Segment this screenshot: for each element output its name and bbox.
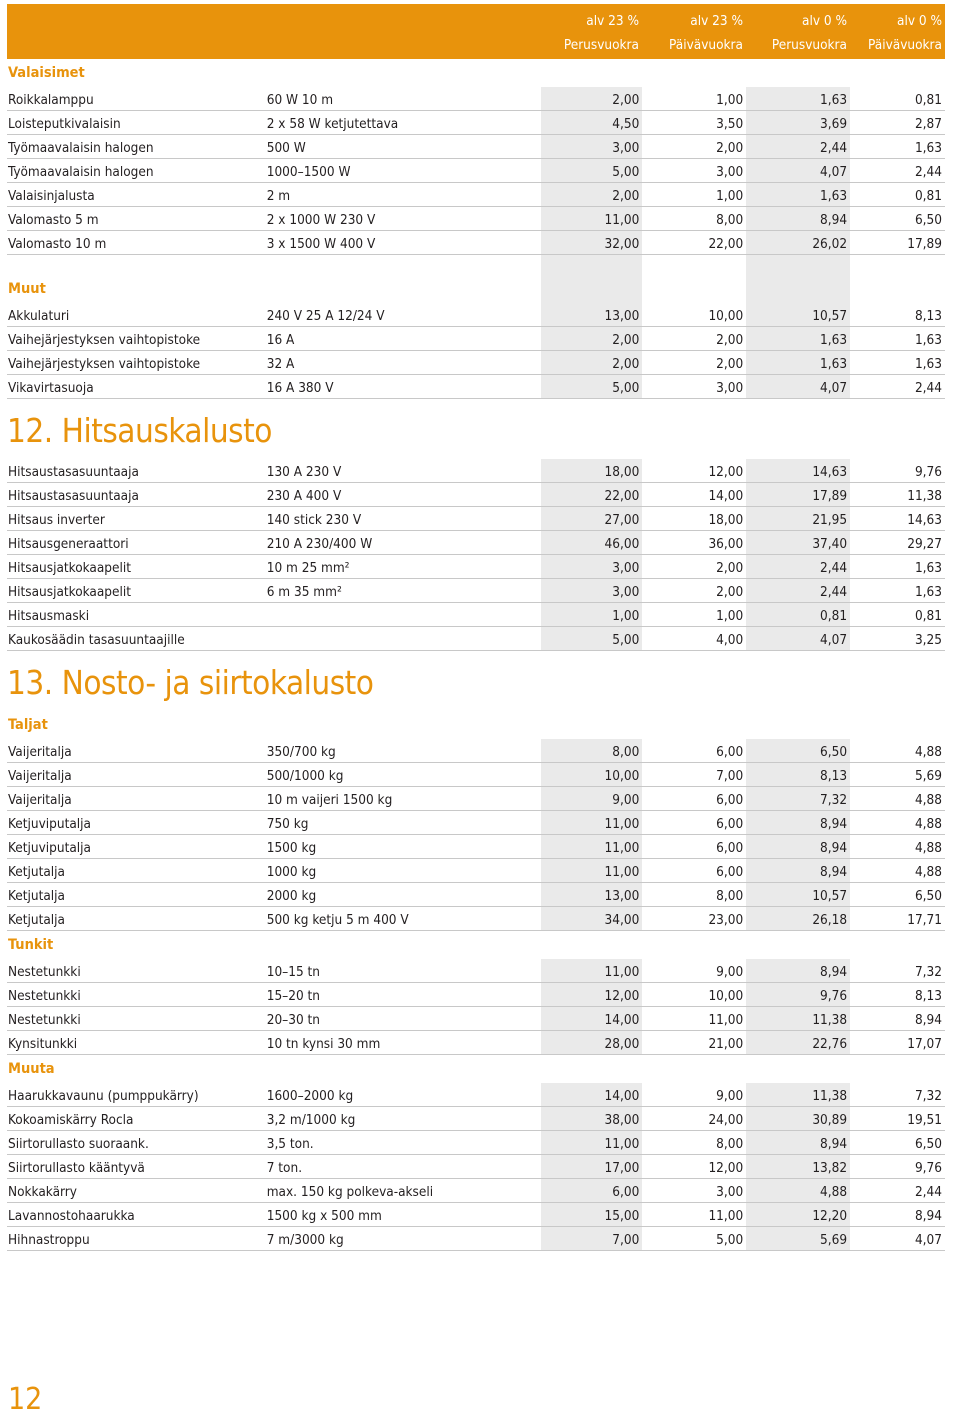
item-spec: 500 W [266,140,306,156]
price-23-day: 3,50 [716,116,744,132]
item-name: Valomasto 5 m [8,212,99,228]
table-row [7,207,945,231]
item-name: Roikkalamppu [8,92,94,108]
item-name: Kynsitunkki [8,1036,78,1052]
price-23-base: 5,00 [612,164,640,180]
table-row [7,159,945,183]
item-spec: 240 V 25 A 12/24 V [266,308,385,324]
item-spec [267,603,542,626]
item-name: Hitsausmaski [8,608,90,624]
table-row [7,135,945,159]
price-0-base: 10,57 [812,888,848,904]
table-row [7,1203,945,1227]
item-spec: 10 m 25 mm² [266,560,350,576]
item-name: Ketjutalja [8,864,65,880]
item-spec: 2 m [266,188,291,204]
table-row [7,603,945,627]
price-0-base: 14,63 [812,464,848,480]
price-23-base: 11,00 [604,1136,640,1152]
price-0-day: 8,13 [914,988,942,1004]
item-name: Hihnastroppu [8,1232,90,1248]
price-0-base: 1,63 [820,356,848,372]
price-23-day: 8,00 [716,1136,744,1152]
item-spec: 32 A [266,356,295,372]
price-0-day: 4,88 [914,744,942,760]
item-name: Nestetunkki [8,988,81,1004]
price-0-base: 9,76 [820,988,848,1004]
item-spec: 230 A 400 V [266,488,342,504]
price-23-day: 6,00 [716,816,744,832]
item-name: Vaijeritalja [8,744,72,760]
item-spec: 60 W 10 m [266,92,334,108]
table-row [7,1155,945,1179]
price-23-day: 1,00 [716,188,744,204]
price-23-day: 2,00 [716,140,744,156]
price-0-base: 2,44 [820,140,848,156]
price-23-day: 1,00 [716,608,744,624]
item-spec: 2000 kg [266,888,317,904]
item-name: Hitsaustasasuuntaaja [8,488,139,504]
item-spec: 10–15 tn [266,964,321,980]
price-23-base: 7,00 [612,1232,640,1248]
item-spec: 10 tn kynsi 30 mm [266,1036,381,1052]
price-23-day: 12,00 [708,1160,744,1176]
price-0-day: 6,50 [914,888,942,904]
price-0-day: 1,63 [914,584,942,600]
price-23-base: 2,00 [612,332,640,348]
table-group [7,959,945,1055]
price-23-base: 5,00 [612,380,640,396]
price-23-base: 46,00 [604,536,640,552]
table-row [7,303,945,327]
price-0-day: 7,32 [914,964,942,980]
table-row [7,183,945,207]
price-0-day: 7,32 [914,1088,942,1104]
price-0-base: 4,07 [820,380,848,396]
item-name: Nokkakärry [8,1184,77,1200]
price-0-day: 0,81 [914,188,942,204]
table-group [7,303,945,399]
price-0-base: 10,57 [812,308,848,324]
price-0-day: 6,50 [914,1136,942,1152]
item-spec: 2 x 1000 W 230 V [266,212,376,228]
price-0-day: 2,87 [914,116,942,132]
table-row [7,231,945,255]
price-23-base: 13,00 [604,888,640,904]
price-0-day: 19,51 [907,1112,942,1128]
price-0-base: 22,76 [812,1036,848,1052]
price-23-base: 11,00 [604,964,640,980]
item-name: Hitsaus inverter [8,512,105,528]
price-0-day: 2,44 [914,380,942,396]
price-0-day: 14,63 [907,512,942,528]
item-name: Ketjutalja [8,912,65,928]
price-0-day: 4,88 [914,840,942,856]
price-0-day: 11,38 [907,488,942,504]
price-0-base: 26,02 [812,236,848,252]
item-spec: 140 stick 230 V [266,512,362,528]
price-23-day: 1,00 [716,92,744,108]
price-0-base: 8,94 [820,964,848,980]
price-0-base: 1,63 [820,92,848,108]
price-0-base: 5,69 [820,1232,848,1248]
item-name: Hitsausjatkokaapelit [8,560,132,576]
price-0-base: 3,69 [820,116,848,132]
table-row [7,959,945,983]
price-0-base: 7,32 [820,792,848,808]
price-0-base: 8,13 [820,768,848,784]
item-name: Nestetunkki [8,964,81,980]
price-23-base: 10,00 [604,768,640,784]
price-0-base: 13,82 [812,1160,848,1176]
price-23-day: 3,00 [716,164,744,180]
price-23-day: 3,00 [716,380,744,396]
price-23-base: 3,00 [612,140,640,156]
price-23-base: 2,00 [612,356,640,372]
table-row [7,1031,945,1055]
price-0-day: 2,44 [914,1184,942,1200]
price-23-base: 8,00 [612,744,640,760]
item-name: Vaijeritalja [8,768,72,784]
price-0-base: 8,94 [820,864,848,880]
price-0-day: 5,69 [914,768,942,784]
item-spec: 350/700 kg [266,744,336,760]
price-0-base: 2,44 [820,560,848,576]
price-0-day: 8,13 [914,308,942,324]
item-name: Hitsausjatkokaapelit [8,584,132,600]
price-23-base: 6,00 [612,1184,640,1200]
price-0-day: 8,94 [914,1012,942,1028]
price-0-day: 2,44 [914,164,942,180]
table-group [7,1083,945,1251]
price-23-base: 11,00 [604,212,640,228]
price-23-day: 22,00 [708,236,744,252]
price-23-day: 2,00 [716,332,744,348]
price-23-day: 6,00 [716,744,744,760]
table-row [7,763,945,787]
price-23-base: 14,00 [604,1012,640,1028]
table-row [7,859,945,883]
price-0-base: 0,81 [820,608,848,624]
section-title: Taljat [8,717,48,733]
price-23-day: 9,00 [716,1088,744,1104]
item-name: Hitsausgeneraattori [8,536,129,552]
item-spec: 1500 kg x 500 mm [266,1208,382,1224]
item-name: Loisteputkivalaisin [8,116,121,132]
price-23-day: 18,00 [708,512,744,528]
item-spec: 7 m/3000 kg [266,1232,344,1248]
price-23-base: 11,00 [604,864,640,880]
item-spec: 2 x 58 W ketjutettava [266,116,399,132]
table-row [7,1131,945,1155]
price-0-day: 4,88 [914,816,942,832]
table-row [7,1007,945,1031]
price-0-day: 3,25 [914,632,942,648]
table-group [7,87,945,255]
item-spec: 16 A 380 V [266,380,334,396]
table-row [7,507,945,531]
item-spec: 500 kg ketju 5 m 400 V [266,912,409,928]
table-row [7,375,945,399]
price-23-day: 6,00 [716,792,744,808]
price-23-day: 4,00 [716,632,744,648]
price-23-base: 27,00 [604,512,640,528]
price-23-day: 5,00 [716,1232,744,1248]
price-23-day: 12,00 [708,464,744,480]
table-row [7,907,945,931]
price-23-day: 11,00 [708,1208,744,1224]
price-23-base: 2,00 [612,92,640,108]
table-row [7,555,945,579]
price-0-base: 11,38 [812,1088,848,1104]
price-0-day: 0,81 [914,92,942,108]
table-row [7,111,945,135]
price-23-base: 1,00 [612,608,640,624]
item-spec: 210 A 230/400 W [266,536,373,552]
price-23-base: 14,00 [604,1088,640,1104]
price-23-day: 9,00 [716,964,744,980]
item-spec [267,627,542,650]
price-0-day: 29,27 [907,536,942,552]
chapter-heading: 13. Nosto- ja siirtokalusto [7,663,374,702]
price-23-day: 10,00 [708,988,744,1004]
price-23-day: 11,00 [708,1012,744,1028]
price-23-base: 18,00 [604,464,640,480]
price-23-day: 6,00 [716,864,744,880]
item-spec: 500/1000 kg [266,768,344,784]
table-row [7,1227,945,1251]
price-0-base: 8,94 [820,816,848,832]
item-spec: 6 m 35 mm² [266,584,342,600]
price-23-base: 12,00 [604,988,640,1004]
price-list-page [7,4,945,1251]
section-title: Valaisimet [8,65,85,81]
table-row [7,459,945,483]
price-0-day: 4,07 [914,1232,942,1248]
price-0-base: 11,38 [812,1012,848,1028]
item-name: Siirtorullasto suoraank. [8,1136,149,1152]
item-spec: 1000–1500 W [266,164,351,180]
price-0-base: 6,50 [820,744,848,760]
col-header-1: alv 23 % Perusvuokra [563,13,639,53]
item-name: Ketjutalja [8,888,65,904]
item-spec: 130 A 230 V [266,464,342,480]
section-title: Muuta [8,1061,55,1077]
price-0-base: 37,40 [812,536,848,552]
price-table [7,59,945,1251]
price-23-base: 3,00 [612,584,640,600]
chapter-heading: 12. Hitsauskalusto [7,411,272,450]
price-0-base: 8,94 [820,840,848,856]
table-row [7,531,945,555]
price-23-day: 10,00 [708,308,744,324]
table-row [7,1179,945,1203]
table-row [7,835,945,859]
table-row [7,87,945,111]
item-name: Kaukosäädin tasasuuntaajille [8,632,185,648]
section-title: Tunkit [8,937,54,953]
price-0-day: 4,88 [914,864,942,880]
price-23-base: 2,00 [612,188,640,204]
price-23-base: 32,00 [604,236,640,252]
price-0-base: 8,94 [820,1136,848,1152]
price-23-day: 8,00 [716,212,744,228]
price-23-base: 38,00 [604,1112,640,1128]
price-0-base: 26,18 [812,912,848,928]
price-23-base: 15,00 [604,1208,640,1224]
page-number: 12 [8,1382,43,1417]
price-23-day: 8,00 [716,888,744,904]
price-23-day: 14,00 [708,488,744,504]
table-group [7,739,945,931]
price-0-day: 17,07 [907,1036,942,1052]
table-row [7,1107,945,1131]
price-0-base: 2,44 [820,584,848,600]
price-23-day: 6,00 [716,840,744,856]
price-0-day: 4,88 [914,792,942,808]
col-header-2: alv 23 % Päivävuokra [669,13,743,53]
price-0-base: 4,07 [820,632,848,648]
item-spec: 20–30 tn [266,1012,321,1028]
price-23-base: 11,00 [604,840,640,856]
price-23-day: 2,00 [716,356,744,372]
item-spec: 1000 kg [266,864,317,880]
item-name: Vaihejärjestyksen vaihtopistoke [8,332,201,348]
price-0-day: 1,63 [914,560,942,576]
table-row [7,627,945,651]
price-0-base: 12,20 [812,1208,848,1224]
table-row [7,787,945,811]
item-spec: 1600–2000 kg [266,1088,354,1104]
price-23-day: 23,00 [708,912,744,928]
price-0-day: 6,50 [914,212,942,228]
price-0-day: 1,63 [914,140,942,156]
table-row [7,327,945,351]
column-header-bar [7,4,945,59]
price-0-day: 17,71 [907,912,942,928]
item-name: Akkulaturi [8,308,70,324]
price-0-day: 0,81 [914,608,942,624]
table-row [7,883,945,907]
price-23-day: 2,00 [716,584,744,600]
item-name: Valaisinjalusta [8,188,95,204]
item-spec: 16 A [266,332,295,348]
item-spec: 3 x 1500 W 400 V [266,236,376,252]
item-spec: 750 kg [266,816,309,832]
item-name: Vaijeritalja [8,792,72,808]
table-row [7,483,945,507]
price-23-base: 3,00 [612,560,640,576]
item-name: Hitsaustasasuuntaaja [8,464,139,480]
price-0-base: 1,63 [820,332,848,348]
price-23-day: 3,00 [716,1184,744,1200]
price-0-base: 30,89 [812,1112,848,1128]
item-name: Työmaavalaisin halogen [8,164,154,180]
item-name: Lavannostohaarukka [8,1208,135,1224]
price-0-day: 9,76 [914,464,942,480]
item-name: Vikavirtasuoja [8,380,94,396]
price-23-base: 17,00 [604,1160,640,1176]
price-0-base: 17,89 [812,488,848,504]
item-spec: 7 ton. [266,1160,303,1176]
price-23-day: 21,00 [708,1036,744,1052]
item-name: Ketjuviputalja [8,816,91,832]
price-0-base: 4,07 [820,164,848,180]
price-23-base: 9,00 [612,792,640,808]
table-row [7,739,945,763]
price-23-day: 36,00 [708,536,744,552]
table-row [7,983,945,1007]
price-0-base: 1,63 [820,188,848,204]
price-0-base: 8,94 [820,212,848,228]
section-title: Muut [8,281,46,297]
price-23-day: 2,00 [716,560,744,576]
item-name: Valomasto 10 m [8,236,107,252]
table-row [7,1083,945,1107]
price-23-day: 7,00 [716,768,744,784]
item-name: Ketjuviputalja [8,840,91,856]
item-name: Vaihejärjestyksen vaihtopistoke [8,356,201,372]
price-0-day: 1,63 [914,356,942,372]
price-23-base: 5,00 [612,632,640,648]
item-spec: 10 m vaijeri 1500 kg [266,792,393,808]
price-23-base: 11,00 [604,816,640,832]
table-row [7,811,945,835]
item-spec: 3,5 ton. [266,1136,314,1152]
col-header-4: alv 0 % Päivävuokra [868,13,942,53]
item-spec: 1500 kg [266,840,317,856]
item-name: Nestetunkki [8,1012,81,1028]
price-0-day: 8,94 [914,1208,942,1224]
price-23-base: 4,50 [612,116,640,132]
item-name: Siirtorullasto kääntyvä [8,1160,145,1176]
price-0-base: 4,88 [820,1184,848,1200]
item-spec: 15–20 tn [266,988,321,1004]
item-name: Työmaavalaisin halogen [8,140,154,156]
col-header-3: alv 0 % Perusvuokra [771,13,847,53]
item-name: Haarukkavaunu (pumppukärry) [8,1088,199,1104]
table-group [7,459,945,651]
price-0-day: 1,63 [914,332,942,348]
price-23-day: 24,00 [708,1112,744,1128]
table-row [7,579,945,603]
price-23-base: 28,00 [604,1036,640,1052]
price-0-base: 21,95 [812,512,848,528]
price-23-base: 22,00 [604,488,640,504]
price-23-base: 13,00 [604,308,640,324]
price-0-day: 17,89 [907,236,942,252]
price-23-base: 34,00 [604,912,640,928]
table-row [7,351,945,375]
item-spec: max. 150 kg polkeva-akseli [266,1184,434,1200]
item-name: Kokoamiskärry Rocla [8,1112,134,1128]
price-0-day: 9,76 [914,1160,942,1176]
item-spec: 3,2 m/1000 kg [266,1112,356,1128]
